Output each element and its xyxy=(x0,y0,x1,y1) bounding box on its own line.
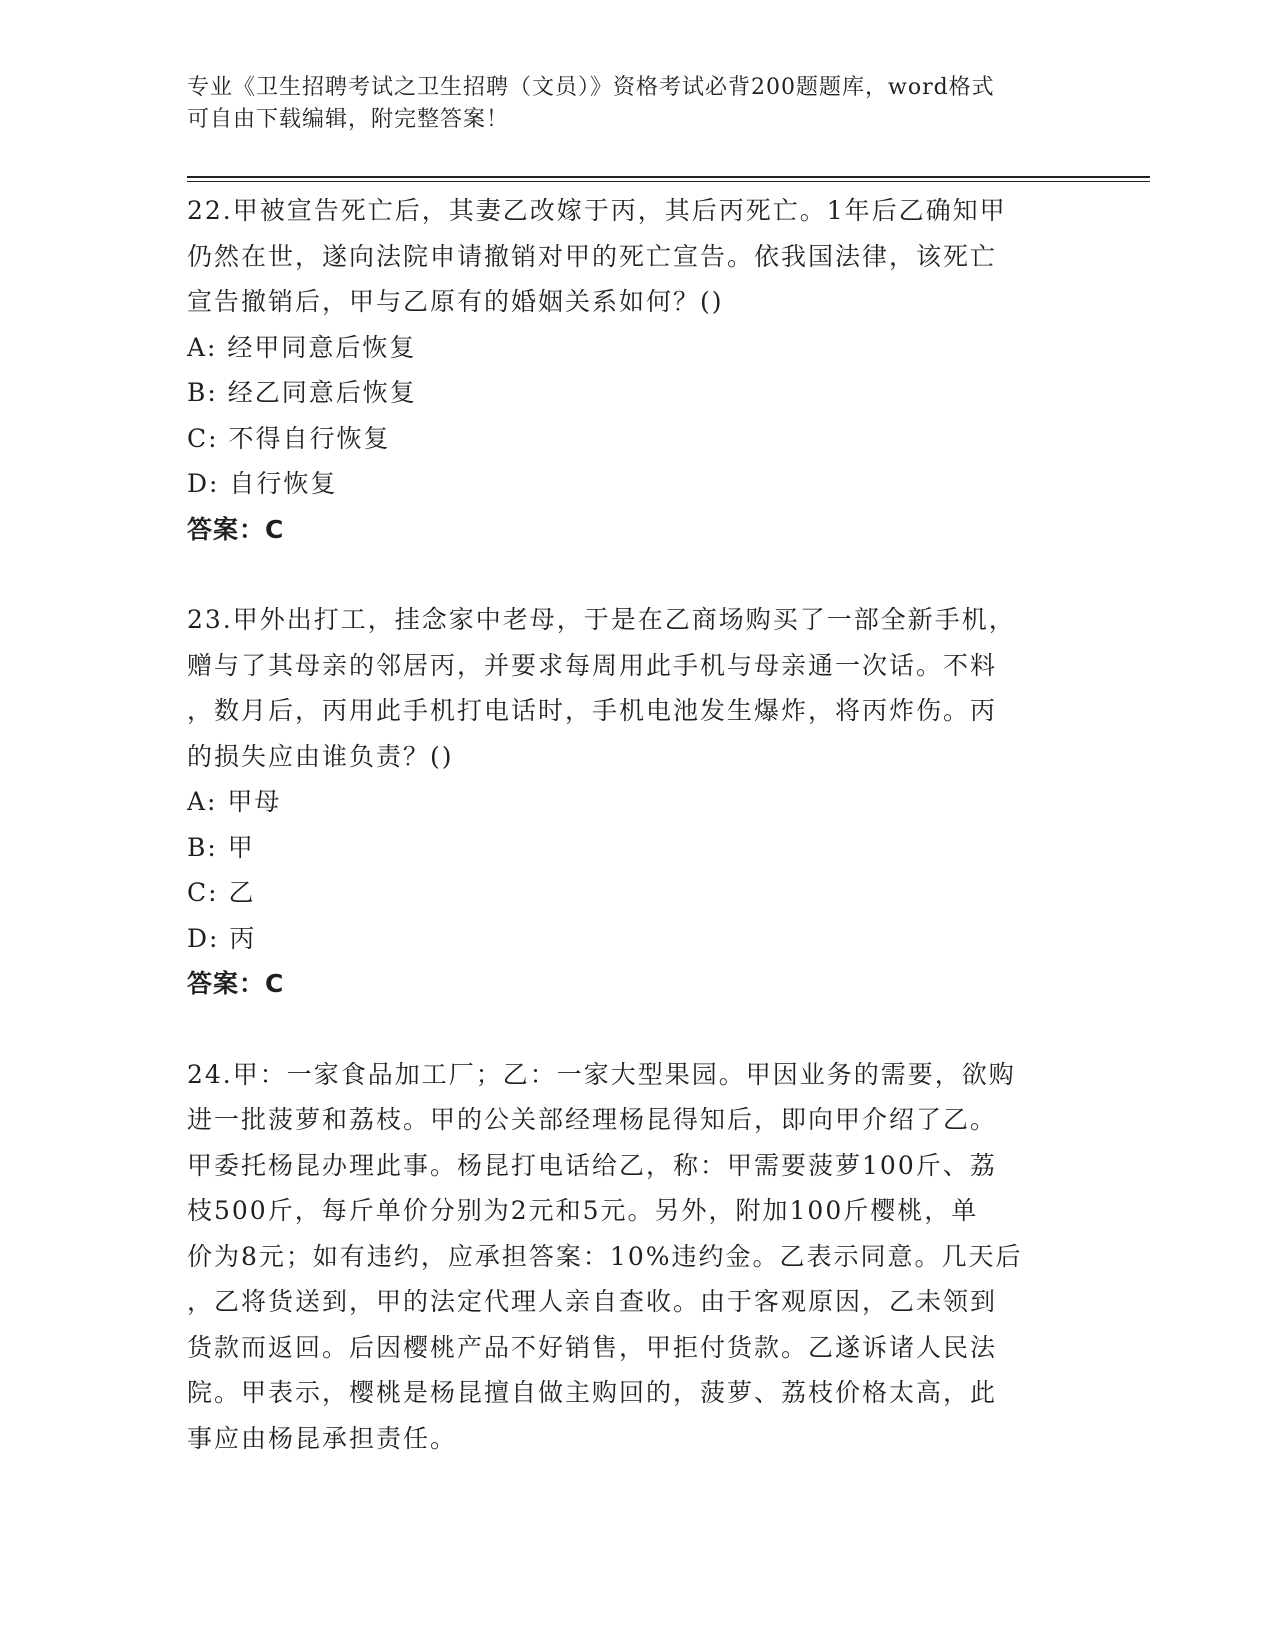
header-divider-thick xyxy=(187,176,1150,178)
question-stem-line: ，数月后，丙用此手机打电话时，手机电池发生爆炸，将丙炸伤。丙 xyxy=(187,696,998,725)
question-stem-line: 院。甲表示，樱桃是杨昆擅自做主购回的，菠萝、荔枝价格太高，此 xyxy=(187,1378,998,1407)
option-d: D: 自行恢复 xyxy=(187,469,338,498)
question-22 xyxy=(187,188,1087,552)
header-line-2: 可自由下载编辑，附完整答案！ xyxy=(187,107,510,132)
option-list xyxy=(187,325,1087,507)
question-list xyxy=(187,188,1087,1461)
question-24 xyxy=(187,1052,1087,1462)
question-spacer xyxy=(187,552,1087,597)
question-stem-line: 甲委托杨昆办理此事。杨昆打电话给乙，称：甲需要菠萝100斤、荔 xyxy=(187,1150,997,1180)
question-stem-line: 赠与了其母亲的邻居丙，并要求每周用此手机与母亲通一次话。不料 xyxy=(187,650,998,680)
question-23 xyxy=(187,597,1087,1007)
question-stem-line: 23.甲外出打工，挂念家中老母，于是在乙商场购买了一部全新手机， xyxy=(187,605,1016,634)
option-c: C: 不得自行恢复 xyxy=(187,423,391,453)
question-stem-line: 宣告撤销后，甲与乙原有的婚姻关系如何？() xyxy=(187,287,724,316)
option-list xyxy=(187,779,1087,961)
question-stem-line: 的损失应由谁负责？() xyxy=(187,741,454,771)
question-stem-line: 货款而返回。后因樱桃产品不好销售，甲拒付货款。乙遂诉诸人民法 xyxy=(187,1332,998,1362)
document-header xyxy=(187,72,1067,136)
option-c: C: 乙 xyxy=(187,878,256,907)
question-stem-line: 价为8元；如有违约，应承担答案：10%违约金。乙表示同意。几天后 xyxy=(187,1241,1023,1271)
header-divider-thin xyxy=(187,181,1150,182)
option-a: A: 经甲同意后恢复 xyxy=(187,332,417,362)
option-b: B: 经乙同意后恢复 xyxy=(187,378,417,407)
answer-line: 答案：C xyxy=(187,514,285,544)
question-spacer xyxy=(187,1007,1087,1052)
question-stem-line: ，乙将货送到，甲的法定代理人亲自查收。由于客观原因，乙未领到 xyxy=(187,1287,998,1316)
question-stem-line: 仍然在世，遂向法院申请撤销对甲的死亡宣告。依我国法律，该死亡 xyxy=(187,241,998,271)
header-line-1: 专业《卫生招聘考试之卫生招聘（文员）》资格考试必背200题题库，word格式 xyxy=(187,75,995,100)
question-stem-line: 进一批菠萝和荔枝。甲的公关部经理杨昆得知后，即向甲介绍了乙。 xyxy=(187,1105,998,1134)
question-stem-line: 24.甲：一家食品加工厂；乙：一家大型果园。甲因业务的需要，欲购 xyxy=(187,1059,1016,1089)
question-stem-line: 22.甲被宣告死亡后，其妻乙改嫁于丙，其后丙死亡。1年后乙确知甲 xyxy=(187,196,1007,225)
option-b: B: 甲 xyxy=(187,832,255,862)
option-d: D: 丙 xyxy=(187,923,257,953)
question-stem-line: 事应由杨昆承担责任。 xyxy=(187,1423,458,1453)
answer-line: 答案：C xyxy=(187,969,285,998)
option-a: A: 甲母 xyxy=(187,787,282,816)
question-stem-line: 枝500斤，每斤单价分别为2元和5元。另外，附加100斤樱桃，单 xyxy=(187,1196,979,1225)
